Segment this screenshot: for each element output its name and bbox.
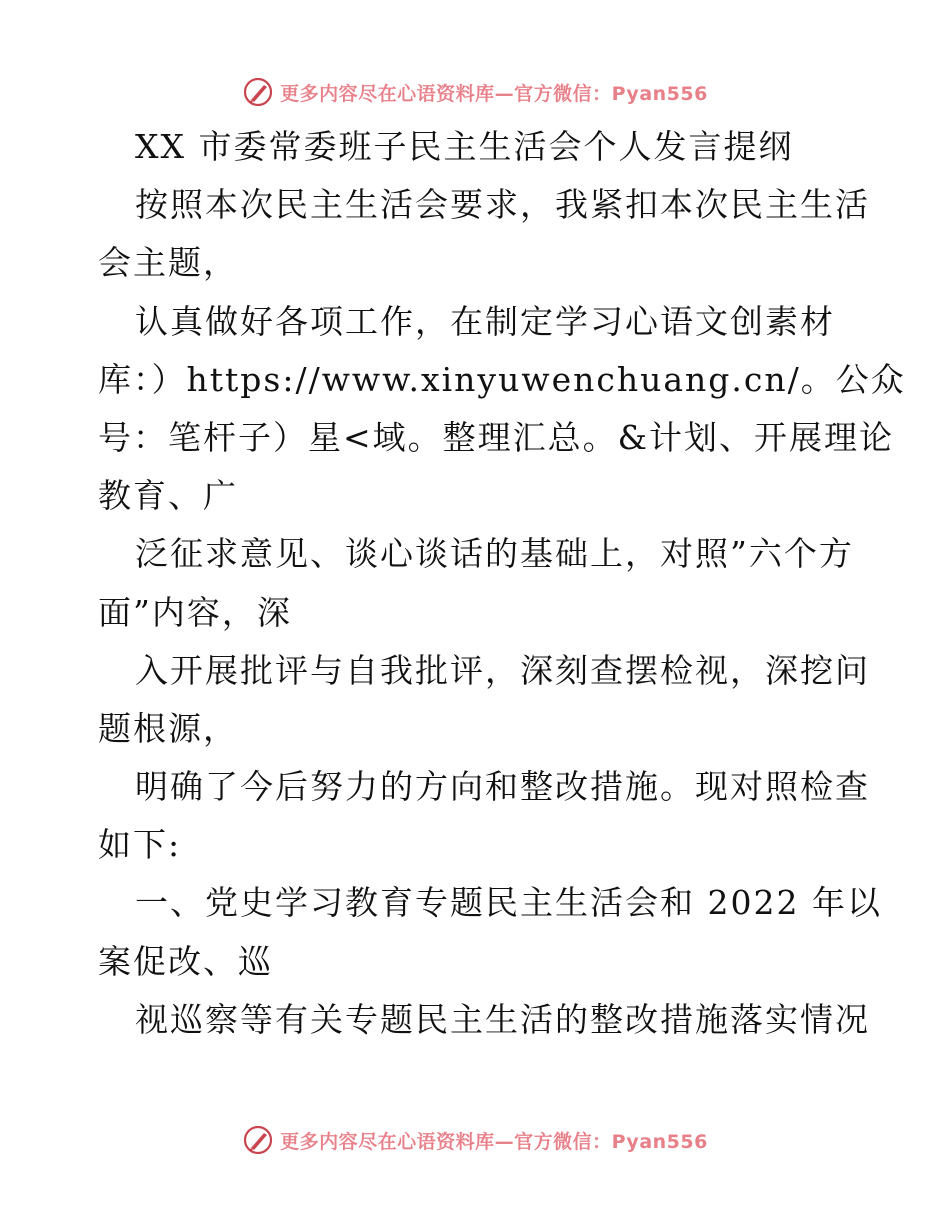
paragraph-line: 入开展批评与自我批评，深刻查摆检视，深挖问 — [135, 650, 870, 690]
paragraph-line: 泛征求意见、谈心谈话的基础上，对照”六个方 — [135, 534, 854, 574]
paragraph-line: 教育、广 — [98, 476, 238, 516]
quill-pen-icon — [242, 76, 274, 108]
paragraph-line: 库：）https://www.xinyuwenchuang.cn/。公众 — [98, 359, 906, 399]
document-title: XX 市委常委班子民主生活会个人发言提纲 — [135, 127, 794, 166]
paragraph-line: 面”内容，深 — [98, 592, 292, 632]
quill-pen-icon — [242, 1124, 274, 1156]
section-heading-line: 案促改、巡 — [98, 941, 273, 981]
paragraph-line: 会主题， — [98, 243, 238, 283]
document-body — [98, 118, 906, 1049]
paragraph-line: 号：笔杆子）星<域。整理汇总。&计划、开展理论 — [98, 417, 895, 457]
footer-watermark-text: 更多内容尽在心语资料库—官方微信：Pyan556 — [280, 1130, 708, 1153]
section-heading-line: 一、党史学习教育专题民主生活会和 2022 年以 — [135, 883, 882, 923]
paragraph-line: 按照本次民主生活会要求，我紧扣本次民主生活 — [135, 185, 870, 225]
footer-watermark-banner — [0, 1120, 950, 1160]
paragraph-line: 视巡察等有关专题民主生活的整改措施落实情况 — [135, 999, 870, 1039]
paragraph-line: 题根源， — [98, 708, 238, 748]
paragraph-line: 如下: — [98, 825, 182, 865]
header-watermark-banner — [0, 72, 950, 112]
header-watermark-text: 更多内容尽在心语资料库—官方微信：Pyan556 — [280, 82, 708, 105]
paragraph-line: 认真做好各项工作，在制定学习心语文创素材 — [135, 301, 835, 341]
paragraph-line: 明确了今后努力的方向和整改措施。现对照检查 — [135, 767, 870, 807]
